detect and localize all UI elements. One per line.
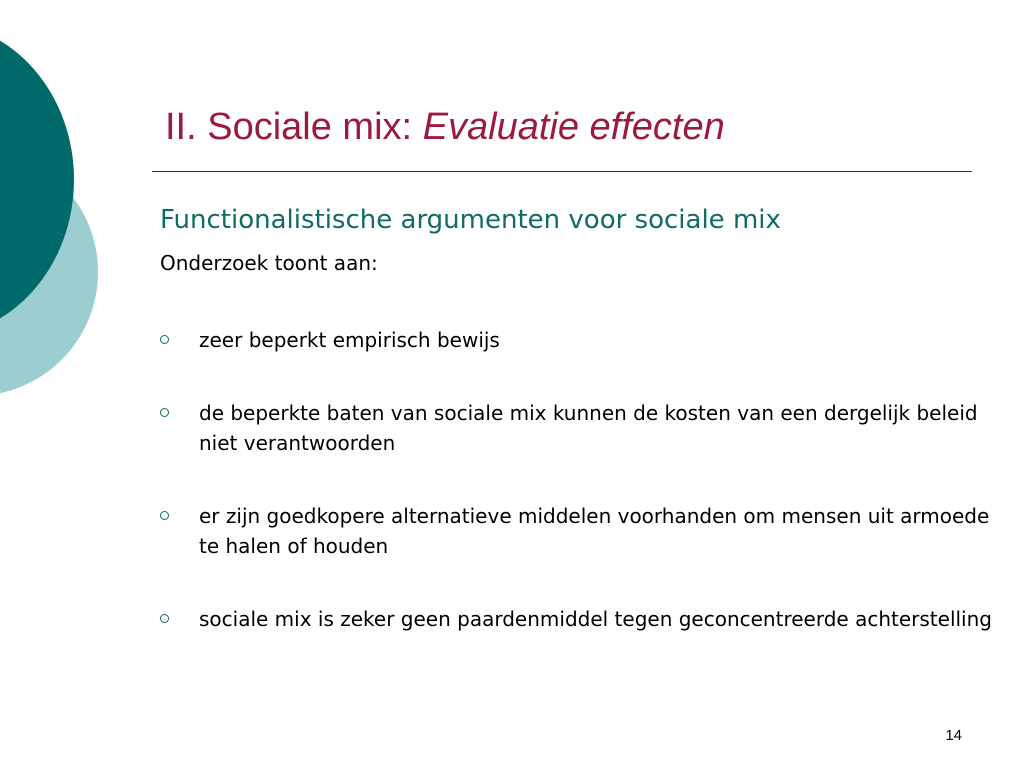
bullet-text: sociale mix is zeker geen paardenmiddel tegen geconcentreerde achterstelling [199,607,992,631]
bullet-list [160,325,1005,677]
circle-bullet-icon [160,511,169,520]
intro-text: Onderzoek toont aan: [160,251,378,275]
slide-title-prefix: II. Sociale mix: [165,106,423,148]
bullet-item [160,325,1005,355]
circle-bullet-icon [160,335,169,344]
bullet-item [160,604,1005,634]
slide-subtitle: Functionalistische argumenten voor sociale mix [160,205,781,235]
slide-title-emphasis: Evaluatie effecten [422,106,725,148]
bullet-text: de beperkte baten van sociale mix kunnen de kosten van een dergelijk beleid niet verantwoorden [199,401,978,455]
slide-title [165,103,725,151]
bullet-text: er zijn goedkopere alternatieve middelen voorhanden om mensen uit armoede te halen of houden [199,504,990,558]
bullet-text: zeer beperkt empirisch bewijs [199,328,500,352]
bullet-item [160,501,1005,561]
circle-bullet-icon [160,408,169,417]
title-divider [152,171,972,172]
circle-bullet-icon [160,614,169,623]
page-number: 14 [945,727,962,744]
bullet-item [160,398,1005,458]
